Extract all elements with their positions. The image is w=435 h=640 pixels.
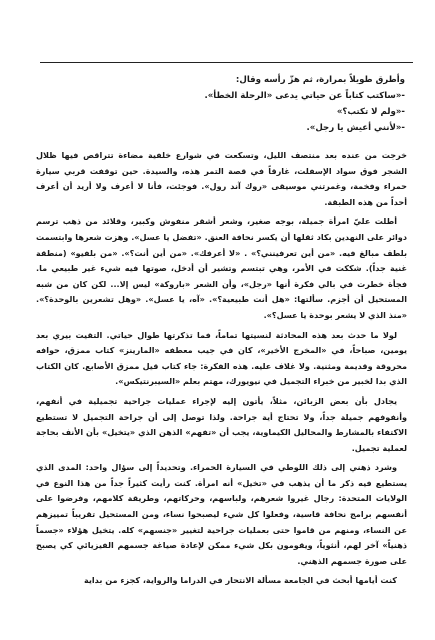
paragraph: خرجت من عنده بعد منتصف الليل، وتسكعت في شوارع خلفية مضاءة تتراقص فيها ظلال الشجر فوق سواد الإسفلت، غارقاً في قصة التمر هذه، والسيدة. حين توقفت قربي سيارة حمراء وفخمة، وغمرتني موسيقى «روك آند رول». فوجئت، فأنا لا أعرف ولا أريد أن أعرف أحداً من هذه الطبقة.	[36, 150, 407, 207]
intro-line: -«لأنني أعيش يا رجل».	[306, 123, 405, 133]
intro-line: -«ساكتب كتاباً عن حياتي يدعى «الرحلة الخطأ».	[204, 91, 405, 101]
paragraph: وشرد ذهني إلى ذلك اللوطي في السيارة الحمراء. وتحديداً إلى سؤال واحد: المدى الذي يستطيع فيه ذكر ما أن يذهب في «تخيل» أنه امرأة. كنت رأيت كثيراً جداً من هذا النوع في الولايات المتحدة: رجال غيروا شعرهم، ولباسهم، وحركاتهم، وطريقة كلامهم، وفرضوا على أنفسهم برامج نحافة قاسية، وفعلوا كل شيء ليصبحوا نساء، ومن المستحيل تقريباً تمييزهم عن النساء، ومنهم من قاموا حتى بعمليات جراحية لتغيير «جنسهم» كله. يتخيل هؤلاء «جسماً ذهنياً» آخر لهم، أنثوياً، ويقومون بكل شيء ممكن لإعادة صياغة جسمهم الفيزيائي كي يصبح على صورة جسمهم الذهني.	[36, 462, 407, 566]
paragraph: يجادل بأن بعض الزبائن، مثلاً، يأتون إليه لإجراء عمليات جراحية تجميلية في أنفهم، وأنفوفهم جميلة جداً، ولا تحتاج أية جراحة. ولذا توصل إلى أن جراحة التجميل لا تستطيع الاكتفاء بالمشارط والمحاليل الكيماوية، يجب أن «تفهم» الذهن الذي «يتخيل» بأن الأنف بحاجة لعملية تجميل.	[36, 395, 407, 453]
intro-line: وأطرق طويلاً بمرارة، ثم هزّ رأسه وقال:	[235, 75, 405, 85]
top-divider	[40, 62, 413, 63]
paragraph: لولا ما حدث بعد هذه المحادثة لنسيتها تماماً، فما تذكرتها طوال حياتي. التقيت بيري بعد يومين، صباحاً، في «المخرج الأخير»، كان في جيب معطفه «المارينز» كتاب ممزق، حوافه محروقة وقديمة ومثنية. ولا غلاف عليه. هذه الفكرة: جاء كتاب قيل ممزق الأصابع. كان الكتاب الذي بدا لخبير من خبراء التجميل في نيويورك، مهتم بعلم «السيبرنتيكس».	[36, 329, 407, 387]
paragraph: كنت أيامها أبحث في الجامعة مسألة الانتحار في الدراما والرواية، كجزء من بداية	[83, 575, 397, 586]
body-text	[36, 148, 407, 593]
intro-dialogue	[100, 72, 405, 136]
paragraph: أطلت عليّ امرأة جميلة، بوجه صغير، وشعر أشقر منفوش وكبير، وقلائد من ذهب ترسم دوائر على النهدين بكاد ثقلها أن يكسر نحافة العنق. «تفضل يا عسل». وهزت شعرها وابتسمت بلطف مبالغ فيه. «من أين تعرفينني؟» . «لا أعرفك». «من أين أنت؟». «من بلفيو» (منطقة غنية جداً). شككت في الأمر، وهي تبتسم وتشير أن أدخل، صوتها فيه شيء غير طبيعي ما. فجأة خطرت في بالي فكرة أنها «رجل»، وأن الشعر «باروكة» ليس إلا... لكن كان من شبه المستحيل أن أجزم. سألتها: «هل أنت طبيعية؟». «آه، يا عسل». «وهل تشعرين بالوحدة؟». «منذ الذي لا يشعر بوحدة يا عسل؟».	[36, 216, 407, 320]
intro-line: -«ولم لا تكتب؟»	[336, 107, 405, 117]
